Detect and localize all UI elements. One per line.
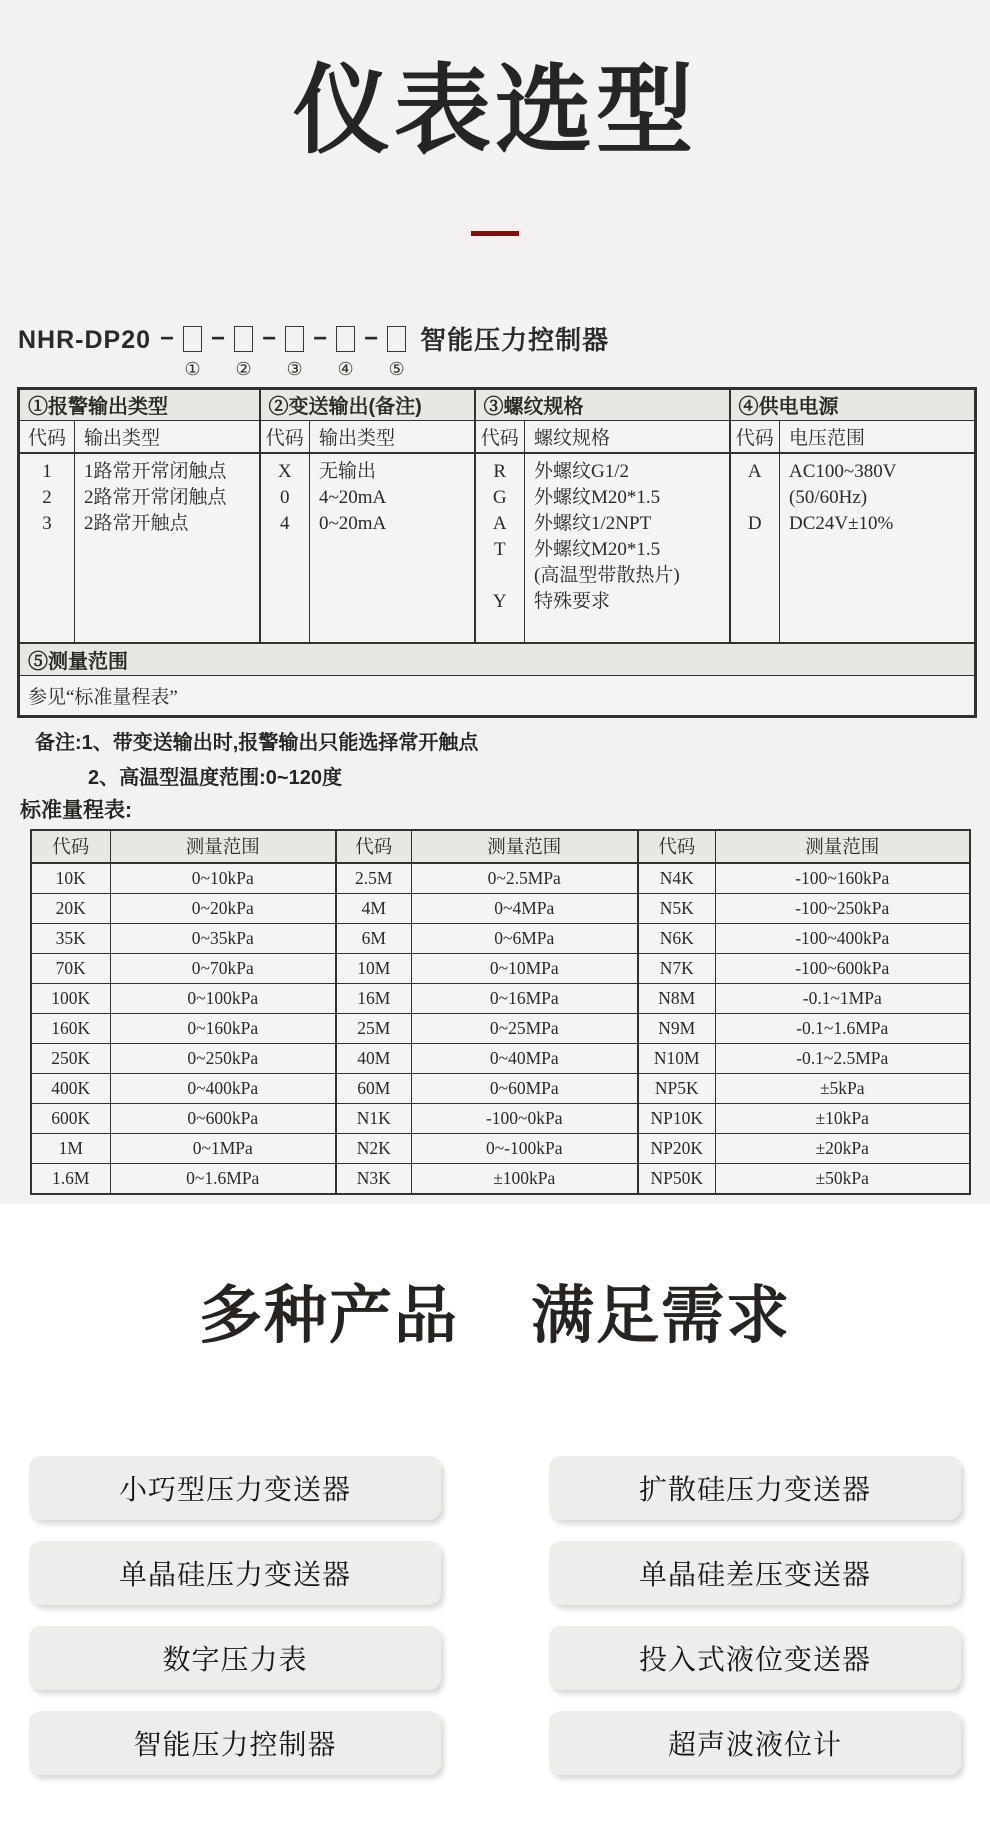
model-position-number: ② — [235, 358, 252, 379]
selection-desc-line: (50/60Hz) — [789, 486, 868, 508]
range-value-cell: ±5kPa — [715, 1073, 970, 1103]
selection-desc-cell — [525, 453, 730, 643]
selection-desc-line: 0~20mA — [319, 512, 387, 534]
selection-col-header: 代码 — [19, 420, 75, 453]
range-table-body — [31, 830, 970, 1194]
products-title-right: 满足需求 — [531, 1281, 791, 1351]
selection-code-line: X — [277, 460, 292, 482]
range-code-cell: NP50K — [638, 1163, 715, 1194]
range-code-cell: 35K — [31, 923, 110, 953]
range-value-cell: 0~400kPa — [110, 1073, 336, 1103]
selection-col-header: 代码 — [730, 420, 780, 453]
range-code-cell: 100K — [31, 983, 110, 1013]
range-row — [31, 923, 970, 953]
range-code-cell: 2.5M — [336, 863, 411, 894]
selection-code-cell — [19, 453, 75, 643]
range-value-cell: 0~25MPa — [411, 1013, 638, 1043]
products-section — [0, 1204, 990, 1838]
range-row — [31, 1073, 970, 1103]
model-code-box — [387, 326, 406, 352]
range-value-cell: 0~100kPa — [110, 983, 336, 1013]
range-value-cell: -100~400kPa — [715, 923, 970, 953]
selection-desc-line: 1路常开常闭触点 — [84, 460, 227, 482]
selection-code-line: A — [747, 460, 762, 482]
product-button[interactable]: 智能压力控制器 — [29, 1711, 441, 1775]
range-value-cell: 0~10MPa — [411, 953, 638, 983]
range-value-cell: 0~6MPa — [411, 923, 638, 953]
range-value-cell: 0~16MPa — [411, 983, 638, 1013]
model-code-slot — [336, 326, 355, 379]
selection-code-line: 2 — [42, 486, 52, 508]
selection-desc-line: (高温型带散热片) — [534, 564, 680, 586]
red-dash — [471, 231, 519, 236]
selection-code-line: T — [493, 538, 506, 560]
range-value-cell: 0~-100kPa — [411, 1133, 638, 1163]
selection-desc-line: 外螺纹G1/2 — [534, 460, 630, 482]
model-separator: − — [262, 324, 277, 352]
selection-col-header: 输出类型 — [310, 420, 475, 453]
model-position-number: ⑤ — [388, 358, 405, 379]
range-row — [31, 953, 970, 983]
range-value-cell: ±50kPa — [715, 1163, 970, 1194]
range-row — [31, 1103, 970, 1133]
range-code-cell: NP20K — [638, 1133, 715, 1163]
model-code-box — [183, 326, 202, 352]
model-code-box — [234, 326, 253, 352]
range-header-row — [31, 830, 970, 863]
selection-table — [17, 387, 977, 718]
range-code-cell: 1M — [31, 1133, 110, 1163]
product-button[interactable]: 扩散硅压力变送器 — [549, 1456, 961, 1520]
products-title — [0, 1280, 990, 1352]
range-code-cell: 160K — [31, 1013, 110, 1043]
model-code-box — [285, 326, 304, 352]
range-value-cell: -0.1~1.6MPa — [715, 1013, 970, 1043]
range-code-cell: 70K — [31, 953, 110, 983]
product-button[interactable]: 单晶硅压力变送器 — [29, 1541, 441, 1605]
model-position-number: ① — [184, 358, 201, 379]
selection-subheader-row — [19, 420, 976, 453]
selection-desc-line: 外螺纹M20*1.5 — [534, 538, 661, 560]
selection-code-line — [477, 563, 524, 589]
notes-block — [35, 726, 990, 796]
selection-group-header-row — [19, 388, 976, 420]
selection-code-cell — [730, 453, 780, 643]
range-code-cell: N3K — [336, 1163, 411, 1194]
model-position-number: ④ — [337, 358, 354, 379]
model-separator: − — [313, 324, 328, 352]
range-code-cell: N7K — [638, 953, 715, 983]
selection-group-title: ①报警输出类型 — [19, 388, 260, 420]
range-value-cell: 0~70kPa — [110, 953, 336, 983]
range-value-cell: 0~1.6MPa — [110, 1163, 336, 1194]
selection-col-header: 螺纹规格 — [525, 420, 730, 453]
selection-desc-cell — [780, 453, 976, 643]
selection-code-cell — [475, 453, 525, 643]
range-row — [31, 1163, 970, 1194]
range-value-cell: 0~35kPa — [110, 923, 336, 953]
selection-group-title: ②变送输出(备注) — [260, 388, 475, 420]
range-value-cell: ±10kPa — [715, 1103, 970, 1133]
range-value-cell: 0~60MPa — [411, 1073, 638, 1103]
model-position-number: ③ — [286, 358, 303, 379]
selection-desc-cell — [310, 453, 475, 643]
range-row — [31, 1133, 970, 1163]
range-value-cell: 0~40MPa — [411, 1043, 638, 1073]
range-value-cell: 0~4MPa — [411, 893, 638, 923]
model-code-box — [336, 326, 355, 352]
selection-desc-line: 2路常开常闭触点 — [84, 486, 227, 508]
range-code-cell: 6M — [336, 923, 411, 953]
range-value-cell: -0.1~1MPa — [715, 983, 970, 1013]
selection-col-header: 电压范围 — [780, 420, 976, 453]
range-value-cell: 0~160kPa — [110, 1013, 336, 1043]
range-code-cell: 250K — [31, 1043, 110, 1073]
range-code-cell: 600K — [31, 1103, 110, 1133]
selection-code-line: 4 — [280, 512, 290, 534]
range-section-value: 参见“标准量程表” — [19, 675, 976, 716]
range-row — [31, 983, 970, 1013]
range-row — [31, 863, 970, 894]
products-title-left: 多种产品 — [199, 1281, 459, 1351]
range-row — [31, 1013, 970, 1043]
model-code-slot — [183, 326, 202, 379]
selection-col-header: 代码 — [475, 420, 525, 453]
range-table-title: 标准量程表: — [20, 798, 132, 822]
range-code-cell: N4K — [638, 863, 715, 894]
range-value-cell: -100~160kPa — [715, 863, 970, 894]
product-button[interactable]: 投入式液位变送器 — [549, 1626, 961, 1690]
selection-desc-line: 2路常开触点 — [84, 512, 189, 534]
model-suffix: 智能压力控制器 — [420, 324, 610, 355]
selection-range-title-row — [19, 643, 976, 676]
selection-code-line: D — [747, 512, 762, 534]
range-code-cell: 16M — [336, 983, 411, 1013]
model-code-slot — [234, 326, 253, 379]
range-section-title: ⑤测量范围 — [19, 643, 976, 676]
selection-desc-line: 特殊要求 — [534, 590, 611, 612]
range-code-cell: N10M — [638, 1043, 715, 1073]
selection-code-cell — [260, 453, 310, 643]
range-value-cell: 0~2.5MPa — [411, 863, 638, 894]
selection-code-line: G — [492, 486, 507, 508]
selection-code-line: Y — [492, 590, 507, 612]
selection-desc-line: 外螺纹1/2NPT — [534, 512, 652, 534]
selection-desc-line: 外螺纹M20*1.5 — [534, 486, 661, 508]
range-value-cell: ±20kPa — [715, 1133, 970, 1163]
range-code-cell: 40M — [336, 1043, 411, 1073]
range-row — [31, 893, 970, 923]
range-row — [31, 1043, 970, 1073]
product-button[interactable]: 单晶硅差压变送器 — [549, 1541, 961, 1605]
model-separator: − — [160, 324, 175, 352]
range-col-header: 代码 — [638, 830, 715, 863]
range-code-cell: N8M — [638, 983, 715, 1013]
range-value-cell: ±100kPa — [411, 1163, 638, 1194]
selection-col-header: 输出类型 — [75, 420, 260, 453]
selection-body-row — [19, 453, 976, 643]
product-grid — [29, 1456, 961, 1775]
selection-desc-line: AC100~380V — [789, 460, 897, 482]
range-value-cell: -100~250kPa — [715, 893, 970, 923]
model-prefix: NHR-DP20 — [18, 325, 152, 354]
model-slots — [151, 326, 406, 379]
range-col-header: 测量范围 — [715, 830, 970, 863]
range-code-cell: 4M — [336, 893, 411, 923]
page-title: 仪表选型 — [293, 56, 697, 165]
range-col-header: 代码 — [336, 830, 411, 863]
selection-code-line — [732, 485, 779, 511]
range-code-cell: 400K — [31, 1073, 110, 1103]
selection-range-value-row — [19, 675, 976, 716]
range-code-cell: 10K — [31, 863, 110, 894]
range-code-cell: NP5K — [638, 1073, 715, 1103]
range-code-cell: N5K — [638, 893, 715, 923]
product-button[interactable]: 数字压力表 — [29, 1626, 441, 1690]
note-line-2: 2、高温型温度范围:0~120度 — [88, 766, 342, 789]
note-line-1: 备注:1、带变送输出时,报警输出只能选择常开触点 — [35, 731, 479, 754]
range-value-cell: 0~10kPa — [110, 863, 336, 894]
range-col-header: 测量范围 — [411, 830, 638, 863]
range-code-cell: 10M — [336, 953, 411, 983]
range-value-cell: 0~600kPa — [110, 1103, 336, 1133]
selection-code-line: 0 — [280, 486, 290, 508]
range-col-header: 代码 — [31, 830, 110, 863]
range-value-cell: -100~0kPa — [411, 1103, 638, 1133]
model-separator: − — [211, 324, 226, 352]
range-code-cell: N2K — [336, 1133, 411, 1163]
range-code-cell: 20K — [31, 893, 110, 923]
selection-code-line: 1 — [42, 460, 52, 482]
selection-desc-cell — [75, 453, 260, 643]
selection-col-header: 代码 — [260, 420, 310, 453]
range-value-cell: 0~20kPa — [110, 893, 336, 923]
model-separator: − — [364, 324, 379, 352]
range-code-cell: NP10K — [638, 1103, 715, 1133]
range-value-cell: -0.1~2.5MPa — [715, 1043, 970, 1073]
selection-desc-line: 无输出 — [319, 460, 377, 482]
product-button[interactable]: 小巧型压力变送器 — [29, 1456, 441, 1520]
range-code-cell: 25M — [336, 1013, 411, 1043]
range-code-cell: 60M — [336, 1073, 411, 1103]
range-code-cell: N6K — [638, 923, 715, 953]
model-number-row — [18, 326, 990, 379]
range-code-cell: 1.6M — [31, 1163, 110, 1194]
selection-desc-line: 4~20mA — [319, 486, 387, 508]
selection-code-line: 3 — [42, 512, 52, 534]
model-code-slot — [285, 326, 304, 379]
product-button[interactable]: 超声波液位计 — [549, 1711, 961, 1775]
range-value-cell: 0~1MPa — [110, 1133, 336, 1163]
range-value-cell: 0~250kPa — [110, 1043, 336, 1073]
range-value-cell: -100~600kPa — [715, 953, 970, 983]
range-code-cell: N9M — [638, 1013, 715, 1043]
selection-code-line: A — [492, 512, 507, 534]
range-col-header: 测量范围 — [110, 830, 336, 863]
selection-desc-line: DC24V±10% — [789, 512, 894, 534]
model-code-slot — [387, 326, 406, 379]
selection-group-title: ④供电电源 — [730, 388, 976, 420]
range-table — [30, 829, 971, 1195]
selection-group-title: ③螺纹规格 — [475, 388, 730, 420]
range-code-cell: N1K — [336, 1103, 411, 1133]
selection-code-line: R — [493, 460, 507, 482]
